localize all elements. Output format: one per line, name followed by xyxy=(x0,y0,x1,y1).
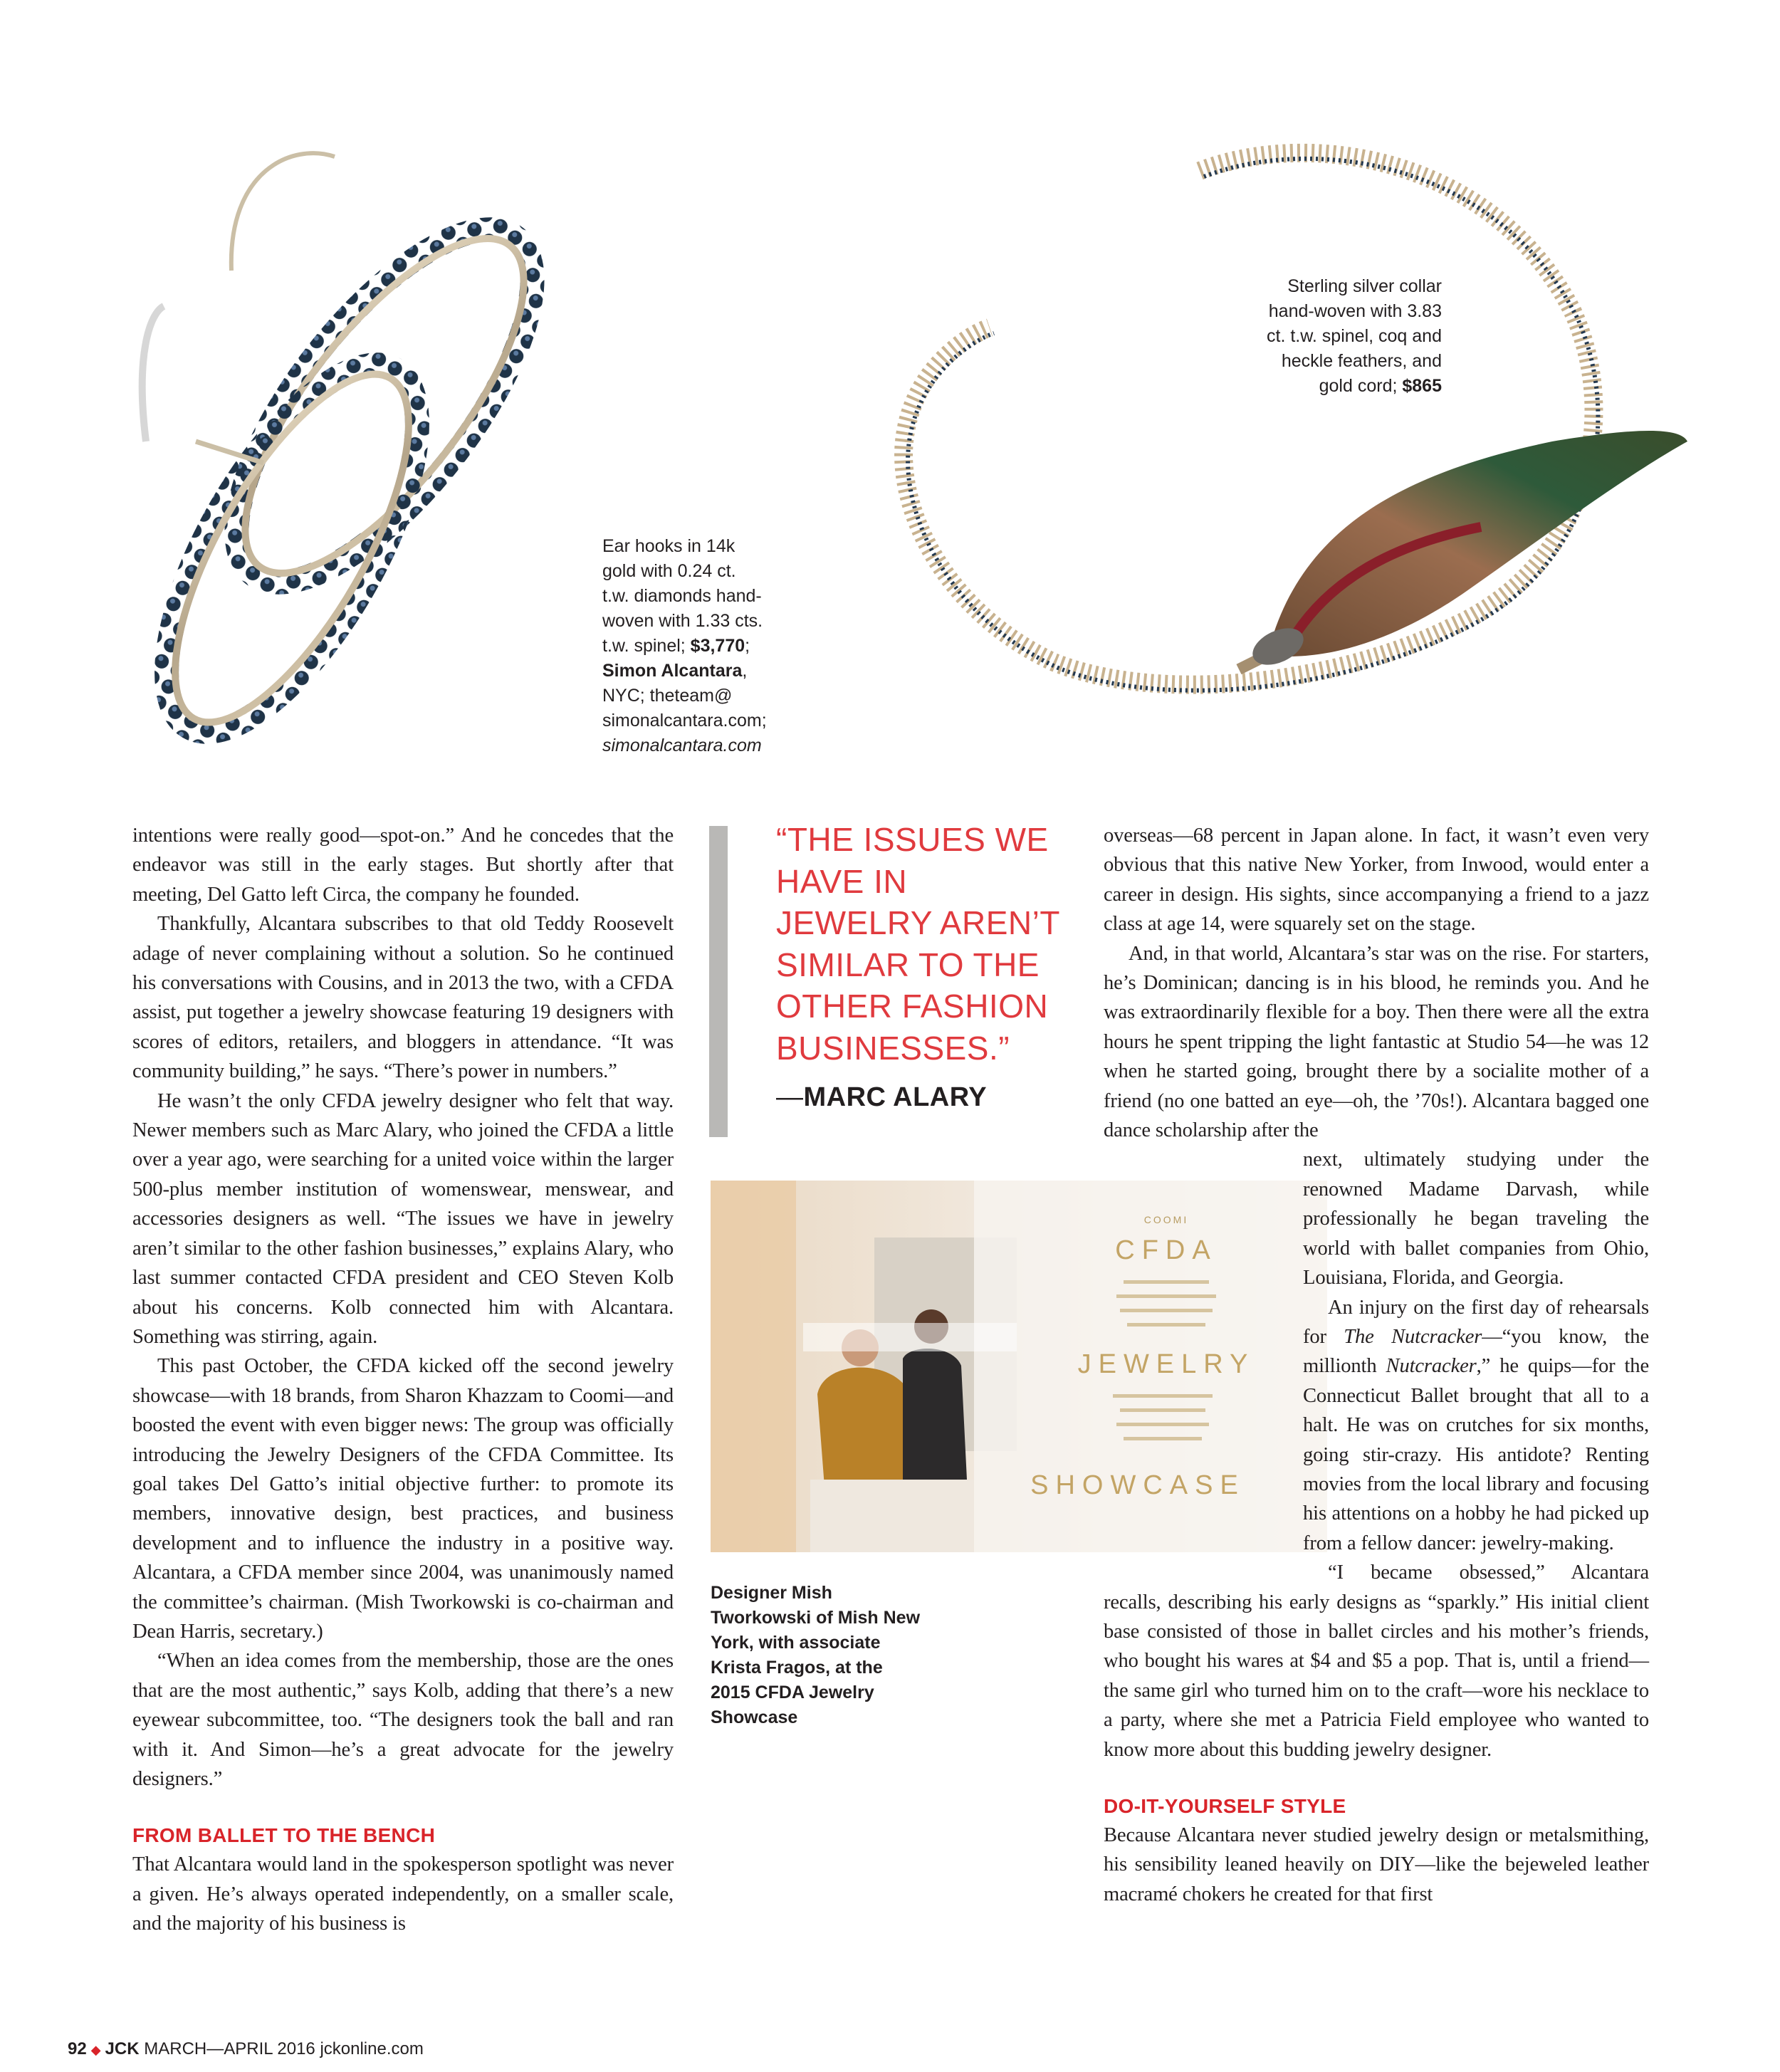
collar-caption-line: ct. t.w. spinel, coq and xyxy=(1267,326,1442,346)
ear-caption-line: Ear hooks in 14k xyxy=(602,536,735,556)
wrapped-text xyxy=(1303,1145,1649,1587)
paragraph: “I became obsessed,” Alcantara xyxy=(1328,1561,1649,1584)
magazine-name: JCK xyxy=(105,2039,140,2058)
paragraph: recalls, describing his early designs as “sparkly.” His initial client base consisted of those in ballet circles and his mother’s friends, who bought his wares at $4 and $5 a pop. That is, until a friend—the same girl who turned him on to the craft—wore his necklace to a party, where she met a Patricia Field employee who wanted to know more about this budding jewelry designer. xyxy=(1104,1591,1649,1761)
paragraph: intentions were really good—spot-on.” And he concedes that the endeavor was still in the early stages. But shortly after that meeting, Del Gatto left Circa, the company he founded. xyxy=(132,825,674,906)
title-italic: The Nutcracker xyxy=(1344,1325,1482,1348)
paragraph: He wasn’t the only CFDA jewelry designer who felt that way. Newer members such as Marc Alary, who joined the CFDA a little over a year ago, were searching for a united voice within the larger 500-plus member institution of womenswear, menswear, and accessories designers as well. “The issues we have in jewelry aren’t similar to the other fashion businesses,” explains Alary, who last summer contacted CFDA president and CEO Steven Kolb about his concerns. Kolb connected him with Alcantara. Something was stirring, again. xyxy=(132,1089,674,1348)
collar-caption xyxy=(1168,274,1442,399)
ear-caption-line: t.w. spinel; xyxy=(602,636,691,656)
designer-name: Simon Alcantara xyxy=(602,661,743,681)
ear-caption-line: , xyxy=(742,661,748,681)
paragraph: Because Alcantara never studied jewelry design or metalsmithing, his sensibility leaned heavily on DIY—like the bejeweled leather macramé chokers he created for that first xyxy=(1104,1824,1649,1905)
collar-price: $865 xyxy=(1402,376,1442,396)
paragraph: And, in that world, Alcantara’s star was on the rise. For starters, he’s Dominican; dancing is in his blood, he reminds you. And he was extraordinarily flexible for a boy. Then there were all the extra hours he spent tripping the light fantastic at Studio 54—he was 12 when he started going, brought there by a socialite mother of a friend (no one batted an eye—oh, the ’70s!). Alcantara bagged one dance scholarship after the xyxy=(1104,942,1649,1142)
quote-author: MARC ALARY xyxy=(803,1082,988,1112)
paragraph: Thankfully, Alcantara subscribes to that old Teddy Roosevelt adage of never complaining without a solution. So he continued his conversations with Cousins, and in 2013 the two, with a CFDA assist, put together a jewelry showcase featuring 19 designers with scores of editors, retailers, and bloggers in attendance. “It was community building,” he says. “There’s power in numbers.” xyxy=(132,913,674,1083)
section-subhead: FROM BALLET TO THE BENCH xyxy=(132,1824,436,1847)
sign-showcase: SHOWCASE xyxy=(1030,1470,1245,1500)
article-column-left xyxy=(132,821,674,1939)
earrings-caption xyxy=(602,534,809,758)
collar-caption-line: heckle feathers, and xyxy=(1281,351,1442,371)
ear-caption-line: simonalcantara.com; xyxy=(602,711,767,731)
collar-caption-line: gold cord; xyxy=(1319,376,1403,396)
paragraph: next, ultimately studying under the renowned Madame Darvash, while professionally he began traveling the world with ballet companies from Ohio, Louisiana, Florida, and Georgia. xyxy=(1303,1149,1649,1289)
pull-quote-bar xyxy=(709,826,728,1137)
paragraph: That Alcantara would land in the spokesperson spotlight was never a given. He’s always operated independently, on a smaller scale, and the majority of his business is xyxy=(132,1853,674,1935)
collar-photo xyxy=(840,142,1695,769)
pull-quote-attribution xyxy=(776,1082,987,1113)
designer-website: simonalcantara.com xyxy=(602,736,762,755)
issue-date: MARCH—APRIL 2016 xyxy=(144,2039,315,2058)
title-italic: Nutcracker xyxy=(1386,1355,1477,1378)
sign-jewelry: JEWELRY xyxy=(1077,1349,1255,1379)
showcase-photo-caption: Designer Mish Tworkowski of Mish New York, with associate Krista Fragos, at the 2015 CFDA Jewelry Showcase xyxy=(711,1583,921,1727)
page-number: 92 xyxy=(68,2039,87,2058)
ear-caption-line: woven with 1.33 cts. xyxy=(602,611,763,631)
ear-caption-line: ; xyxy=(745,636,750,656)
text-run: An injury on the first day of rehearsals for xyxy=(1303,1296,1649,1348)
collar-caption-line: Sterling silver collar xyxy=(1287,276,1442,296)
quote-dash: — xyxy=(776,1082,804,1112)
earrings-price: $3,770 xyxy=(690,636,745,656)
sign-cfda: CFDA xyxy=(1115,1235,1218,1265)
paragraph: This past October, the CFDA kicked off the second jewelry showcase—with 18 brands, from Sharon Khazzam to Coomi—and boosted the event with even bigger news: The group was officially introducing the Jewelry Designers of the CFDA Committee. Its goal takes Del Gatto’s initial objective further: to promote its members, innovative design, best practices, and business development and to influence the industry in a positive way. Alcantara, a CFDA member since 2004, was unanimously named the committee’s chairman. (Mish Tworkowski is co-chairman and Dean Harris, secretary.) xyxy=(132,1355,674,1643)
earrings-photo xyxy=(78,128,605,783)
text-run: ,” he quips—for the Connecticut Ballet brought that all to a halt. He was on crutches for six months, going stir-crazy. His antidote? Renting movies from the local library and focusing his attentions on a hobby he had picked up from a fellow dancer: jewelry-making. xyxy=(1303,1355,1649,1554)
pull-quote: “THE ISSUES WE HAVE IN JEWELRY AREN’T SIMILAR TO THE OTHER FASHION BUSINESSES.” xyxy=(776,821,1060,1067)
page-footer xyxy=(68,2039,424,2059)
paragraph: overseas—68 percent in Japan alone. In fact, it wasn’t even very obvious that this native New Yorker, from Inwood, would enter a career in design. His sights, since accompanying a friend to a jazz class at age 14, were squarely set on the stage. xyxy=(1104,825,1649,936)
paragraph xyxy=(1303,1293,1649,1559)
ear-caption-line: gold with 0.24 ct. xyxy=(602,561,736,581)
diamond-icon: ◆ xyxy=(90,2043,101,2057)
ear-caption-line: NYC; theteam@ xyxy=(602,686,733,706)
sign-coomi: COOMI xyxy=(1143,1214,1189,1225)
paragraph: “When an idea comes from the membership, those are the ones that are the most authentic,” says Kolb, adding that there’s a new eyewear subcommittee, too. “The designers took the ball and ran with it. And Simon—he’s a great advocate for the jewelry designers.” xyxy=(132,1650,674,1790)
text-run: —“you know, the millionth xyxy=(1303,1325,1649,1378)
ear-caption-line: t.w. diamonds hand- xyxy=(602,586,762,606)
website: jckonline.com xyxy=(320,2039,424,2058)
section-subhead: DO-IT-YOURSELF STYLE xyxy=(1104,1795,1346,1817)
article-column-right xyxy=(1104,821,1649,1909)
collar-caption-line: hand-woven with 3.83 xyxy=(1268,301,1442,321)
